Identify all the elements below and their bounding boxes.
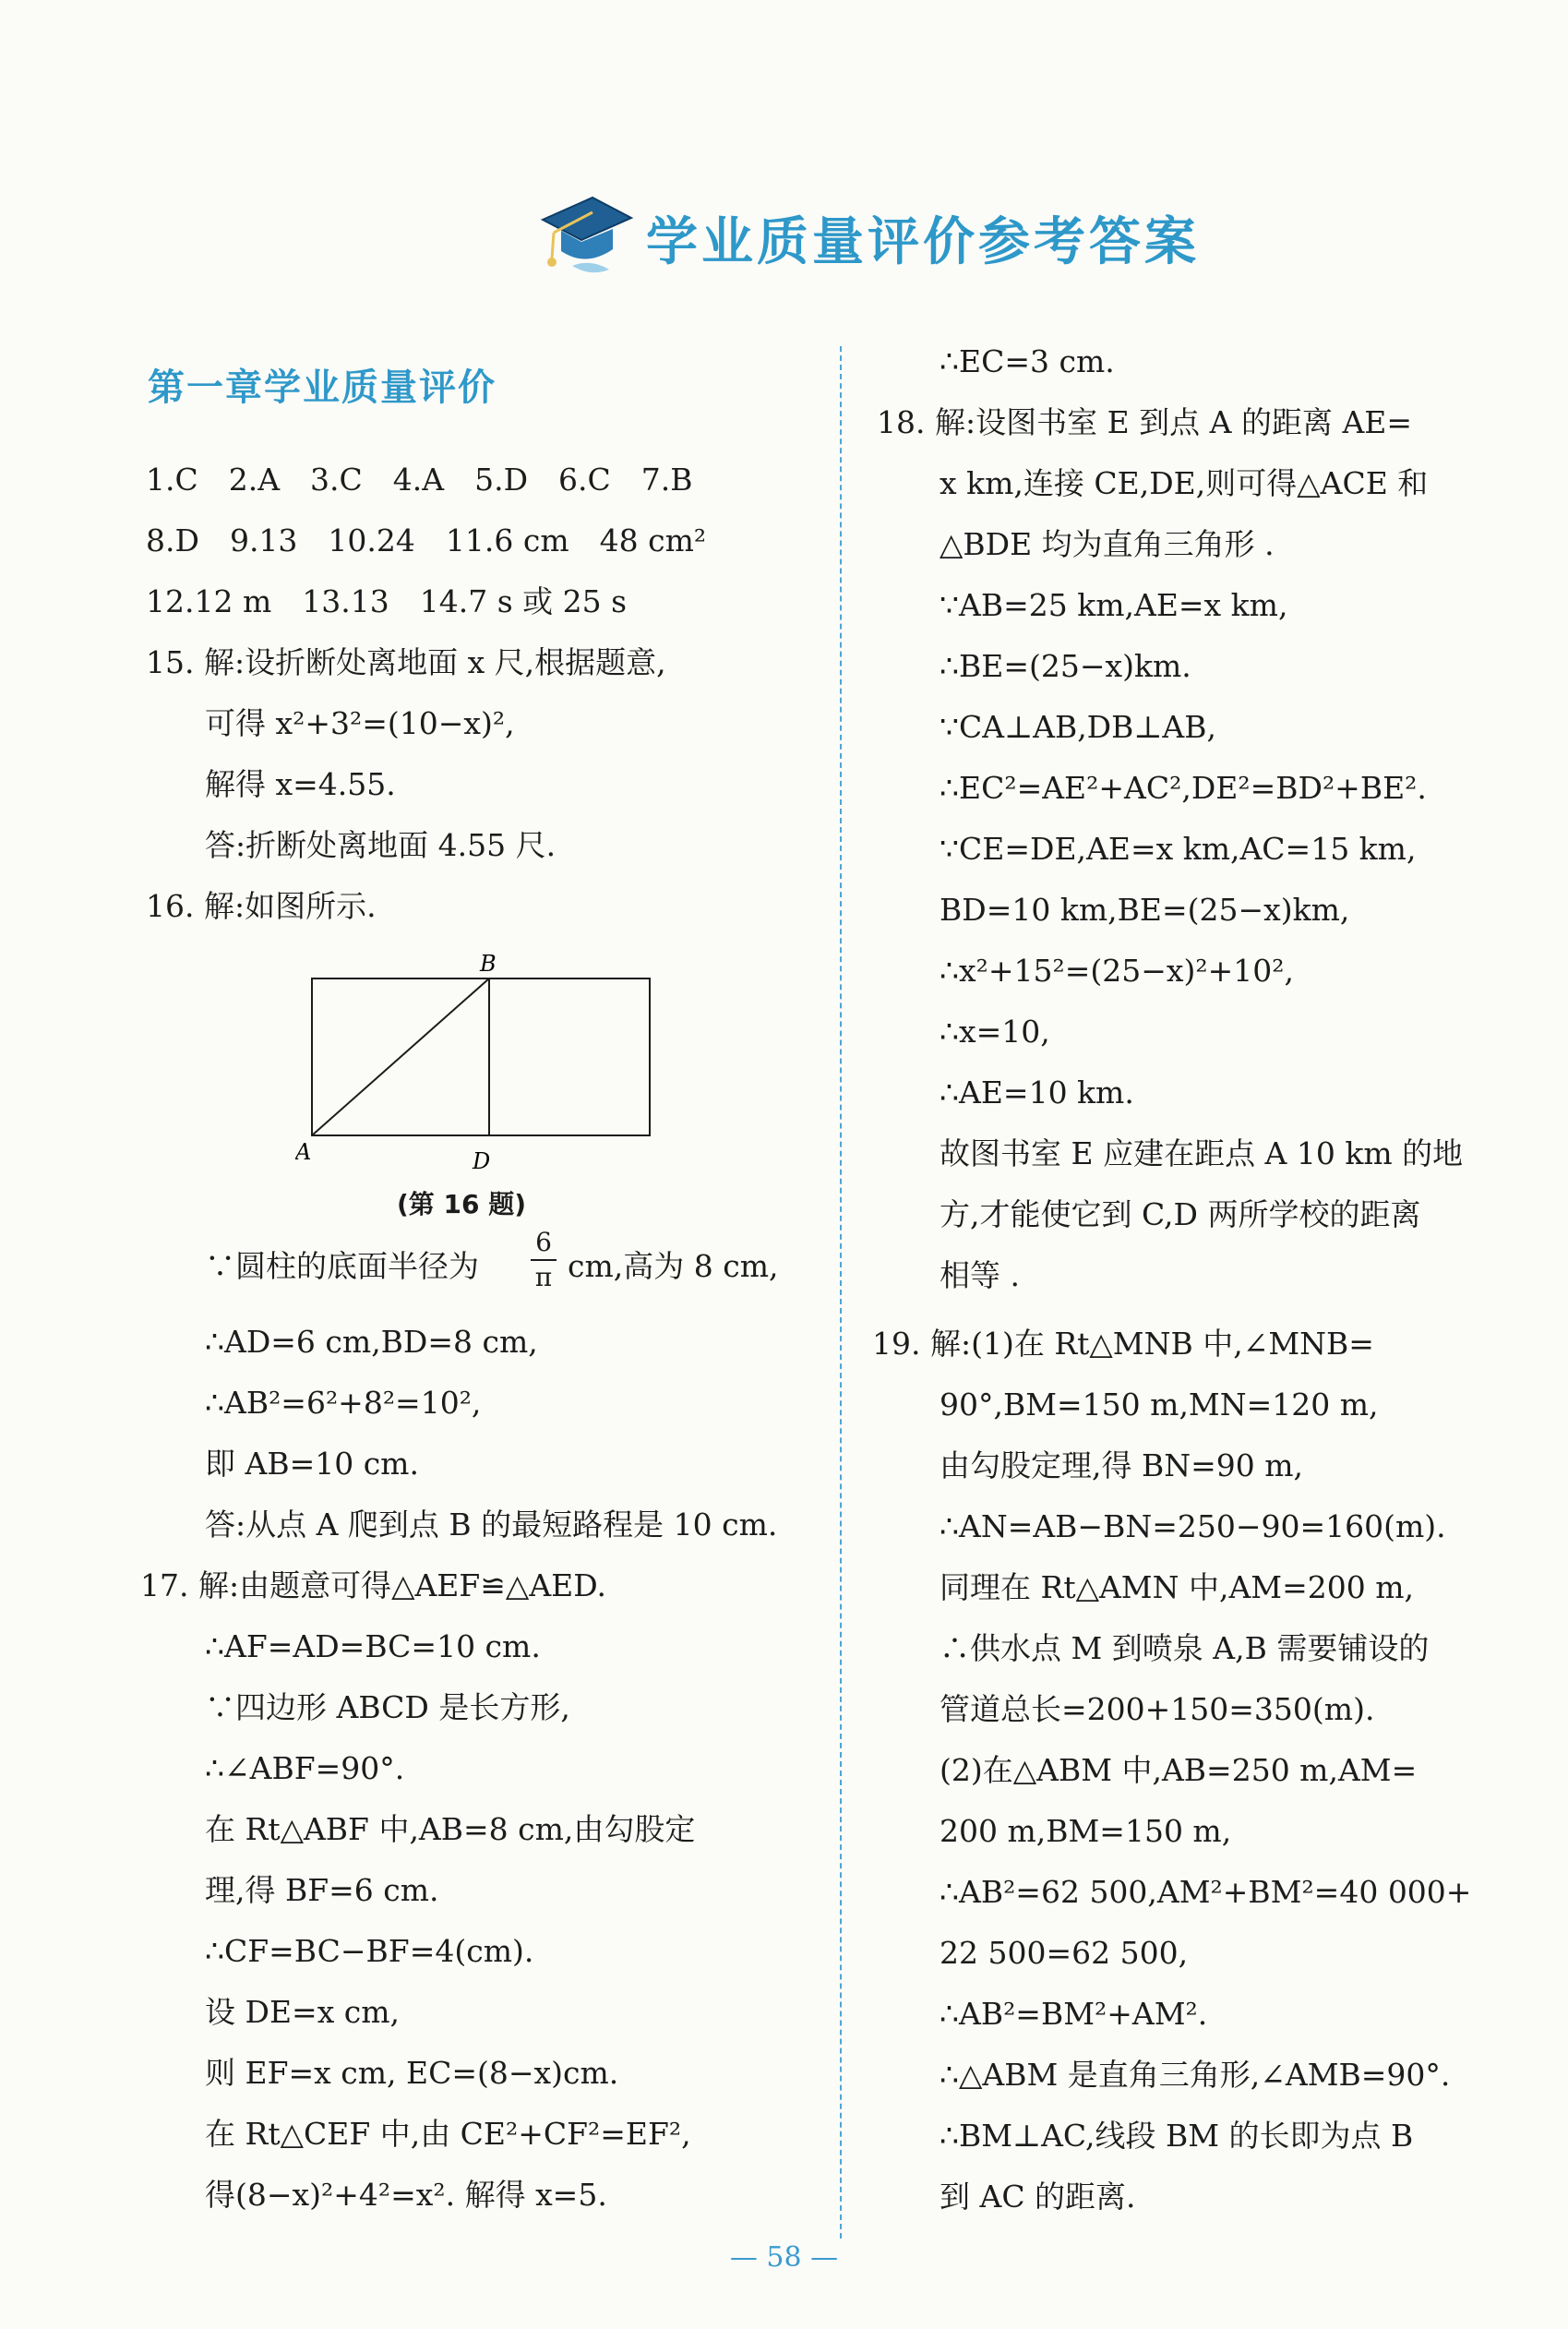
answer-line: 90°,BM=150 m,MN=120 m, [940, 1387, 1379, 1423]
answer-line: ∴EC=3 cm. [940, 343, 1115, 379]
figure-16 [295, 951, 664, 1182]
answer-line: 18. 解:设图书室 E 到点 A 的距离 AE= [877, 404, 1413, 440]
answer-line: ∴AB²=BM²+AM². [940, 1996, 1208, 2032]
answer-line: ∴AB²=62 500,AM²+BM²=40 000+ [940, 1874, 1472, 1910]
answer-line: 12.12 m 13.13 14.7 s 或 25 s [146, 583, 628, 619]
answer-line: x km,连接 CE,DE,则可得△ACE 和 [940, 465, 1429, 501]
answer-line: 在 Rt△CEF 中,由 CE²+CF²=EF², [205, 2116, 691, 2152]
graduation-cap-icon [535, 185, 637, 277]
answer-line: cm,高为 8 cm, [568, 1248, 779, 1284]
answer-line: 由勾股定理,得 BN=90 m, [940, 1447, 1304, 1483]
page-title: 学业质量评价参考答案 [646, 212, 1200, 272]
answer-line: 200 m,BM=150 m, [940, 1813, 1232, 1849]
answer-line: ∴AN=AB−BN=250−90=160(m). [940, 1508, 1446, 1544]
answer-line: ∴∠ABF=90°. [205, 1750, 405, 1786]
answer-line: ∵AB=25 km,AE=x km, [940, 587, 1288, 623]
answer-line: 1.C 2.A 3.C 4.A 5.D 6.C 7.B [146, 462, 693, 498]
answer-line: △BDE 均为直角三角形 . [940, 526, 1275, 562]
answer-line: ∵圆柱的底面半径为 [205, 1248, 479, 1284]
answer-line: 管道总长=200+150=350(m). [940, 1691, 1375, 1727]
fraction [531, 1228, 557, 1292]
answer-line: ∴x=10, [940, 1014, 1050, 1050]
answer-line: ∴供水点 M 到喷泉 A,B 需要铺设的 [940, 1630, 1430, 1666]
answer-line: 故图书室 E 应建在距点 A 10 km 的地 [940, 1135, 1464, 1171]
fraction-denominator: π [534, 1262, 553, 1292]
answer-line: 方,才能使它到 C,D 两所学校的距离 [940, 1196, 1421, 1232]
answer-line: (2)在△ABM 中,AB=250 m,AM= [940, 1752, 1418, 1788]
answer-line: 则 EF=x cm, EC=(8−x)cm. [205, 2055, 619, 2091]
chapter-title: 第一章学业质量评价 [148, 366, 497, 409]
answer-line: 即 AB=10 cm. [205, 1446, 419, 1482]
answer-line: ∴BE=(25−x)km. [940, 648, 1191, 684]
answer-line: ∴△ABM 是直角三角形,∠AMB=90°. [940, 2057, 1451, 2093]
answer-line: ∴x²+15²=(25−x)²+10², [940, 953, 1294, 989]
figure-label-a: A [295, 1139, 312, 1165]
answer-line: ∴AB²=6²+8²=10², [205, 1385, 482, 1421]
figure-label-d: D [473, 1148, 491, 1174]
answer-line: ∴AD=6 cm,BD=8 cm, [205, 1324, 538, 1360]
answer-line: 解得 x=4.55. [205, 766, 396, 802]
answer-line: 22 500=62 500, [940, 1935, 1189, 1971]
answer-line: 16. 解:如图所示. [146, 888, 377, 924]
answer-line: 答:从点 A 爬到点 B 的最短路程是 10 cm. [205, 1507, 778, 1543]
answer-line: 相等 . [940, 1257, 1020, 1293]
answer-line: 答:折断处离地面 4.55 尺. [205, 827, 557, 863]
answer-line: 同理在 Rt△AMN 中,AM=200 m, [940, 1569, 1414, 1605]
figure-label-b: B [480, 951, 497, 977]
answer-line: ∴BM⊥AC,线段 BM 的长即为点 B [940, 2118, 1414, 2154]
fraction-bar [531, 1259, 557, 1261]
column-divider [840, 346, 842, 2239]
answer-line: ∴AF=AD=BC=10 cm. [205, 1628, 541, 1664]
answer-line: BD=10 km,BE=(25−x)km, [940, 892, 1350, 928]
answer-line: 到 AC 的距离. [940, 2179, 1136, 2215]
answer-line: 17. 解:由题意可得△AEF≌△AED. [140, 1567, 607, 1603]
answer-line: 可得 x²+3²=(10−x)², [205, 705, 515, 741]
answer-line: ∴AE=10 km. [940, 1074, 1134, 1110]
fraction-numerator: 6 [535, 1227, 552, 1257]
page-number: — 58 — [729, 2241, 839, 2274]
answer-line: ∴EC²=AE²+AC²,DE²=BD²+BE². [940, 770, 1427, 806]
answer-line: 得(8−x)²+4²=x². 解得 x=5. [205, 2177, 607, 2213]
page-header [535, 185, 1237, 286]
answer-line: ∵CE=DE,AE=x km,AC=15 km, [940, 831, 1417, 867]
answer-line: 15. 解:设折断处离地面 x 尺,根据题意, [146, 644, 666, 680]
answer-line: 8.D 9.13 10.24 11.6 cm 48 cm² [146, 522, 707, 558]
answer-line: ∴CF=BC−BF=4(cm). [205, 1933, 534, 1969]
figure-caption: (第 16 题) [397, 1189, 527, 1219]
answer-line: 设 DE=x cm, [205, 1994, 401, 2030]
answer-line: 19. 解:(1)在 Rt△MNB 中,∠MNB= [872, 1326, 1374, 1362]
answer-line: 在 Rt△ABF 中,AB=8 cm,由勾股定 [205, 1811, 696, 1847]
answer-line: 理,得 BF=6 cm. [205, 1872, 439, 1908]
answer-line: ∵四边形 ABCD 是长方形, [205, 1689, 570, 1725]
answer-line: ∵CA⊥AB,DB⊥AB, [940, 709, 1216, 745]
